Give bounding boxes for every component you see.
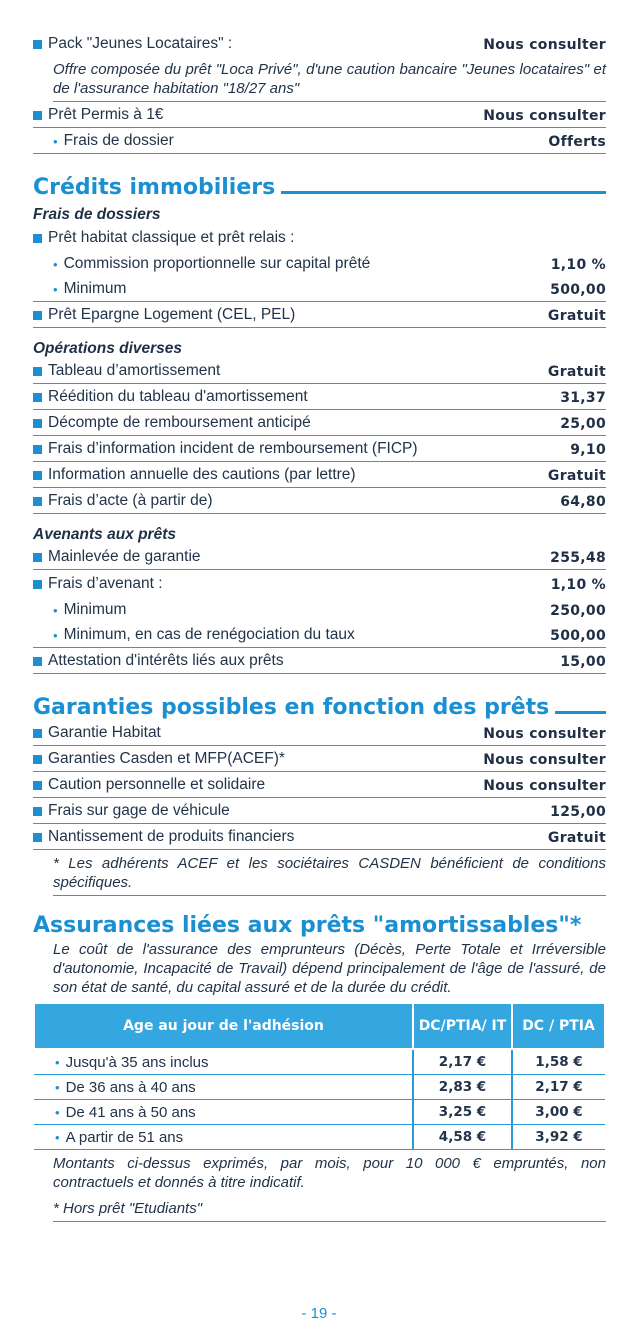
table-row [34, 1075, 605, 1100]
subheading-operations: Opérations diverses [33, 340, 183, 357]
table-row [34, 1125, 605, 1150]
dot-bullet-icon: • [53, 602, 58, 618]
section-title: Assurances liées aux prêts "amortissables"* [33, 913, 582, 938]
square-bullet-icon [33, 234, 42, 243]
permis-label: Prêt Permis à 1€ [48, 106, 164, 123]
pel-label: Prêt Epargne Logement (CEL, PEL) [48, 306, 296, 323]
avenant-row [33, 570, 606, 596]
square-bullet-icon [33, 367, 42, 376]
square-bullet-icon [33, 580, 42, 589]
item-value: 31,37 [560, 390, 606, 406]
square-bullet-icon [33, 497, 42, 506]
rate-cell: 2,17 € [413, 1049, 512, 1075]
square-bullet-icon [33, 755, 42, 764]
list-item [33, 746, 606, 772]
list-item [33, 488, 606, 514]
pel-row [33, 302, 606, 328]
rate-cell: 4,58 € [413, 1125, 512, 1150]
rate-cell: 2,17 € [512, 1075, 605, 1100]
age-label: Jusqu'à 35 ans inclus [65, 1053, 209, 1071]
price-list-page [33, 30, 606, 1222]
rate-cell: 1,58 € [512, 1049, 605, 1075]
item-label: Réédition du tableau d'amortissement [48, 388, 308, 405]
insurance-rates-table [33, 1002, 606, 1150]
item-value: 9,10 [570, 442, 606, 458]
list-item [33, 410, 606, 436]
item-value: 64,80 [560, 494, 606, 510]
item-value: Gratuit [547, 830, 606, 846]
square-bullet-icon [33, 807, 42, 816]
list-item [33, 798, 606, 824]
item-label: Garanties Casden et MFP(ACEF)* [48, 750, 285, 767]
mainlevee-value: 255,48 [550, 550, 606, 566]
avenant-value: 1,10 % [550, 577, 606, 593]
item-label: Frais sur gage de véhicule [48, 802, 230, 819]
item-value: 125,00 [550, 804, 606, 820]
page-number: - 19 - [301, 1305, 337, 1322]
commission-value: 1,10 % [550, 257, 606, 273]
mainlevee-label: Mainlevée de garantie [48, 548, 201, 565]
list-item [33, 824, 606, 850]
list-item [33, 462, 606, 488]
dossier-label: Frais de dossier [63, 132, 174, 149]
column-header-dc-ptia-it: DC/PTIA/ IT [413, 1003, 512, 1049]
dot-bullet-icon: • [55, 1129, 60, 1145]
item-value: Nous consulter [483, 752, 606, 768]
dossier-row [33, 128, 606, 154]
list-item [33, 358, 606, 384]
square-bullet-icon [33, 657, 42, 666]
square-bullet-icon [33, 781, 42, 790]
assurances-intro: Le coût de l'assurance des emprunteurs (Décès, Perte Totale et Irréversible d'autonomie, Incapacité de Travail) dépend principalement de l'âge de l'assuré, de son état de santé, du capital assuré et de la durée du crédit. [53, 941, 606, 996]
list-item [33, 384, 606, 410]
table-header-row [34, 1003, 605, 1049]
hors-pret-note: * Hors prêt "Etudiants" [53, 1195, 606, 1222]
attestation-label: Attestation d'intérêts liés aux prêts [48, 652, 284, 669]
square-bullet-icon [33, 445, 42, 454]
age-label: De 36 ans à 40 ans [65, 1078, 196, 1096]
item-label: Information annuelle des cautions (par lettre) [48, 466, 356, 483]
dot-bullet-icon: • [53, 256, 58, 272]
list-item [33, 436, 606, 462]
square-bullet-icon [33, 40, 42, 49]
attestation-row [33, 648, 606, 674]
table-row [34, 1049, 605, 1075]
item-value: Nous consulter [483, 778, 606, 794]
pack-note: Offre composée du prêt "Loca Privé", d'une caution bancaire "Jeunes locataires" et de l'assurance habitation "18/27 ans" [53, 56, 606, 102]
av-min-value: 250,00 [550, 603, 606, 619]
dot-bullet-icon: • [55, 1054, 60, 1070]
dot-bullet-icon: • [53, 281, 58, 297]
square-bullet-icon [33, 553, 42, 562]
dot-bullet-icon: • [55, 1104, 60, 1120]
dot-bullet-icon: • [55, 1079, 60, 1095]
list-item [33, 720, 606, 746]
item-label: Frais d’acte (à partir de) [48, 492, 213, 509]
square-bullet-icon [33, 111, 42, 120]
minimum-label: Minimum [63, 280, 127, 297]
avenant-minimum-row [33, 596, 606, 622]
assurances-footnote: Montants ci-dessus exprimés, par mois, pour 10 000 € empruntés, non contractuels et donnés à titre indicatif. [53, 1155, 606, 1191]
section-heading-garanties [33, 688, 606, 720]
item-label: Garantie Habitat [48, 724, 161, 741]
age-label: A partir de 51 ans [65, 1128, 184, 1146]
table-row [34, 1100, 605, 1125]
pack-row [33, 30, 606, 56]
habitat-row [33, 224, 606, 250]
garanties-note: * Les adhérents ACEF et les sociétaires CASDEN bénéficient de conditions spécifiques. [53, 850, 606, 896]
av-reneg-label: Minimum, en cas de renégociation du taux [63, 626, 355, 643]
habitat-label: Prêt habitat classique et prêt relais : [48, 229, 295, 246]
item-value: Gratuit [547, 468, 606, 484]
section-heading-assurances [33, 906, 606, 938]
square-bullet-icon [33, 393, 42, 402]
square-bullet-icon [33, 833, 42, 842]
dot-bullet-icon: • [53, 627, 58, 643]
square-bullet-icon [33, 311, 42, 320]
dot-bullet-icon: • [53, 133, 58, 149]
permis-value: Nous consulter [483, 108, 606, 124]
age-cell [34, 1049, 413, 1075]
section-title: Crédits immobiliers [33, 175, 276, 200]
avenant-label: Frais d’avenant : [48, 575, 163, 592]
heading-rule [555, 711, 606, 714]
item-label: Tableau d’amortissement [48, 362, 221, 379]
rate-cell: 2,83 € [413, 1075, 512, 1100]
av-min-label: Minimum [63, 601, 127, 618]
item-value: Gratuit [547, 364, 606, 380]
operations-list [33, 358, 606, 514]
list-item [33, 772, 606, 798]
age-cell [34, 1125, 413, 1150]
item-label: Décompte de remboursement anticipé [48, 414, 311, 431]
square-bullet-icon [33, 471, 42, 480]
item-value: 25,00 [560, 416, 606, 432]
heading-rule [281, 191, 606, 194]
commission-row [33, 250, 606, 276]
age-label: De 41 ans à 50 ans [65, 1103, 196, 1121]
pack-label: Pack "Jeunes Locataires" : [48, 35, 233, 52]
mainlevee-row [33, 544, 606, 570]
pack-value: Nous consulter [483, 37, 606, 53]
pel-value: Gratuit [547, 308, 606, 324]
item-label: Frais d’information incident de remboursement (FICP) [48, 440, 418, 457]
permis-row [33, 102, 606, 128]
age-cell [34, 1100, 413, 1125]
section-heading-credits [33, 168, 606, 200]
rate-cell: 3,25 € [413, 1100, 512, 1125]
age-cell [34, 1075, 413, 1100]
square-bullet-icon [33, 419, 42, 428]
item-value: Nous consulter [483, 726, 606, 742]
rate-cell: 3,00 € [512, 1100, 605, 1125]
rate-cell: 3,92 € [512, 1125, 605, 1150]
square-bullet-icon [33, 729, 42, 738]
column-header-age: Age au jour de l'adhésion [34, 1003, 413, 1049]
dossier-value: Offerts [548, 134, 606, 150]
section-title: Garanties possibles en fonction des prêts [33, 695, 550, 720]
minimum-row [33, 276, 606, 302]
avenant-reneg-row [33, 622, 606, 648]
item-label: Caution personnelle et solidaire [48, 776, 266, 793]
column-header-dc-ptia: DC / PTIA [512, 1003, 605, 1049]
commission-label: Commission proportionnelle sur capital prêté [63, 255, 371, 272]
item-label: Nantissement de produits financiers [48, 828, 295, 845]
av-reneg-value: 500,00 [550, 628, 606, 644]
subheading-avenants: Avenants aux prêts [33, 526, 176, 543]
minimum-value: 500,00 [550, 282, 606, 298]
attestation-value: 15,00 [560, 654, 606, 670]
subheading-frais: Frais de dossiers [33, 206, 161, 223]
